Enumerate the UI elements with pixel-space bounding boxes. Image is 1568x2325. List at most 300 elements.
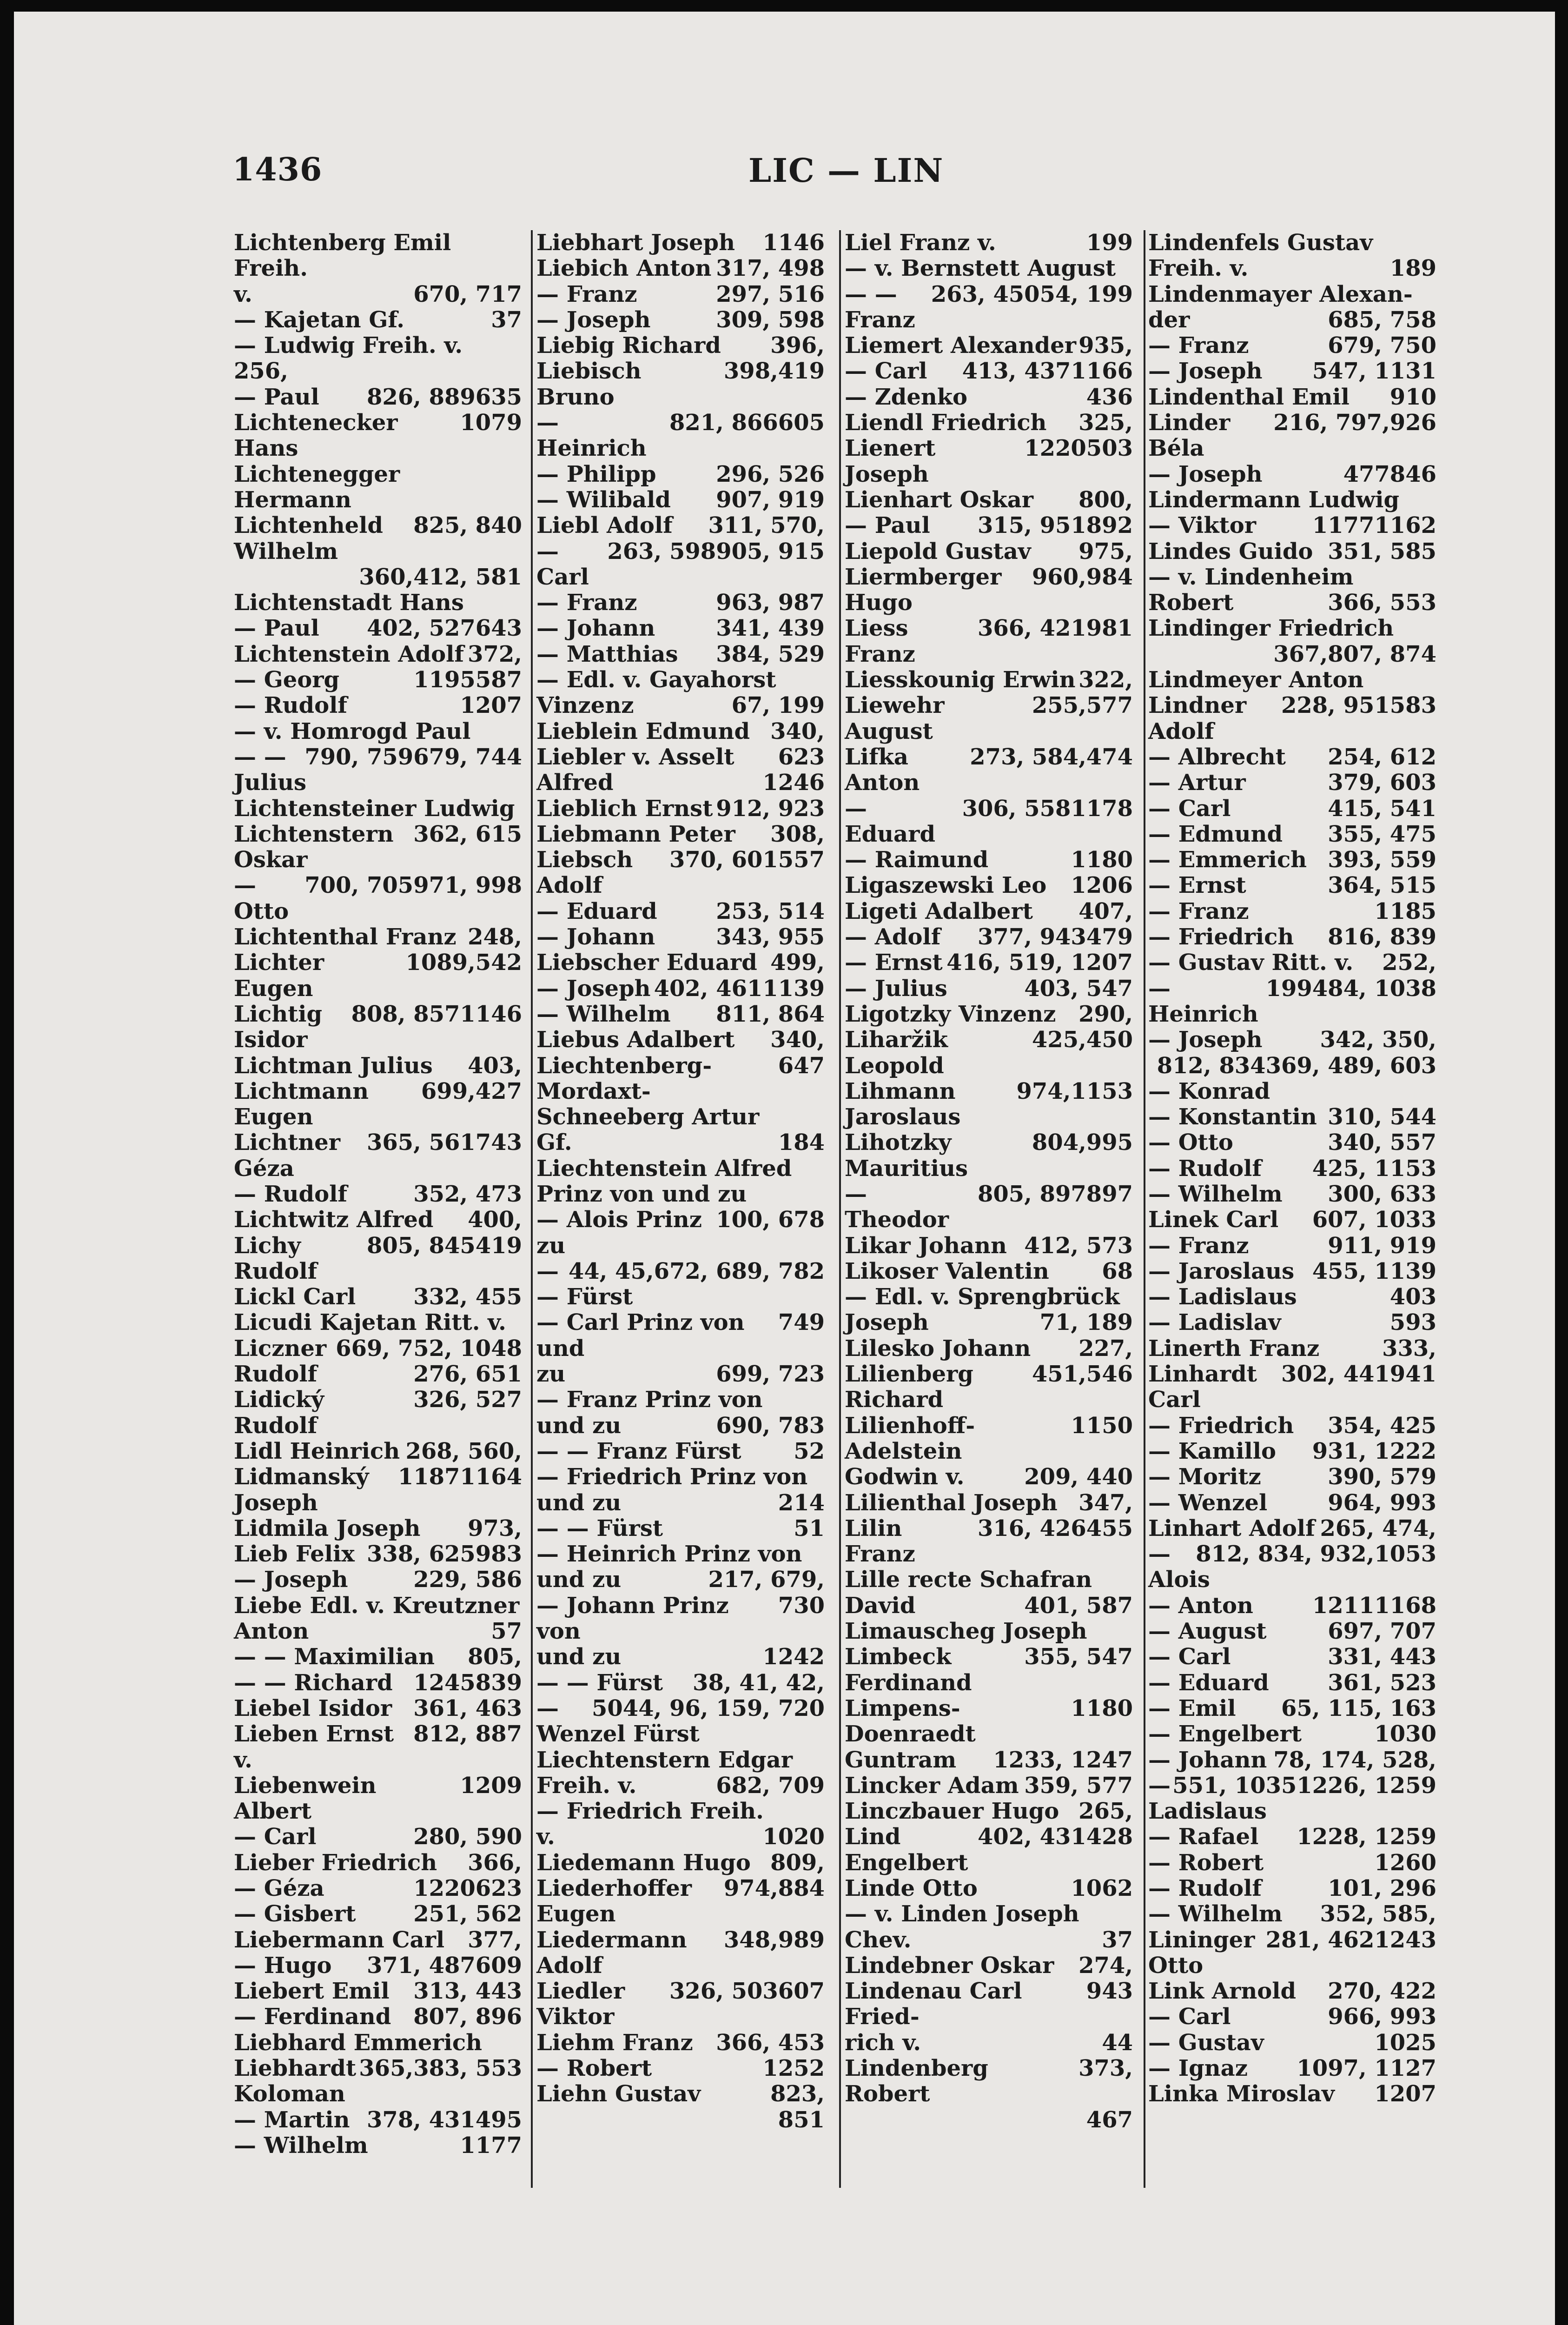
directory-entry: [234, 1696, 522, 1721]
entry-name: Liederhoffer Eugen: [536, 1875, 692, 1927]
entry-page-refs: 343, 955: [716, 924, 825, 950]
entry-page-refs: 273, 584,: [970, 744, 1086, 770]
entry-page-refs: 300, 633: [1328, 1181, 1436, 1207]
entry-page-refs: 302, 441: [1281, 1361, 1390, 1388]
entry-page-refs: 351, 585: [1328, 538, 1436, 565]
entry-page-refs: 1211: [1312, 1592, 1375, 1619]
entry-name: Lieben Ernst v.: [234, 1721, 394, 1773]
directory-entry: [1148, 1310, 1436, 1335]
entry-page-refs: 402, 431: [977, 1824, 1086, 1850]
directory-entry: [845, 1464, 1133, 1490]
entry-page-refs: 1233, 1247: [993, 1747, 1133, 1773]
entry-name: — Heinrich: [536, 410, 647, 462]
entry-page-refs: 800,: [1078, 486, 1133, 513]
entry-name: — Julius: [845, 975, 947, 1002]
entry-name: — — Richard: [234, 1669, 393, 1696]
entry-page-refs: 1097, 1127: [1297, 2055, 1436, 2082]
entry-page-refs: 1228, 1259: [1297, 1824, 1436, 1850]
entry-name: — Konrad: [1148, 1078, 1270, 1104]
directory-entry: [536, 1002, 825, 1027]
directory-entry: [234, 642, 522, 667]
entry-name: Lidický Rudolf: [234, 1387, 324, 1439]
entry-name: Lindebner Oskar: [845, 1952, 1054, 1979]
entry-page-refs: 503: [1086, 435, 1133, 462]
entry-page-refs: 342, 350,: [1320, 1027, 1436, 1053]
entry-page-refs: 1180: [1071, 1695, 1133, 1721]
entry-page-refs: 280, 590: [413, 1824, 522, 1850]
entry-page-refs: 65, 115, 163: [1281, 1695, 1436, 1721]
entry-name: — Zdenko: [845, 384, 968, 410]
entry-name: Lichtmann Eugen: [234, 1078, 369, 1130]
directory-entry: [1148, 1979, 1436, 2004]
entry-page-refs: 317, 498: [716, 255, 825, 282]
entry-name: Lilienthal Joseph: [845, 1489, 1058, 1516]
entry-name: Lininger Otto: [1148, 1926, 1255, 1979]
entry-page-refs: 366, 453: [716, 2029, 825, 2056]
entry-name: — Edmund: [1148, 821, 1283, 847]
entry-name: zu: [536, 1361, 566, 1388]
entry-page-refs: 402, 461: [654, 975, 763, 1002]
entry-name: Liewehr August: [845, 692, 945, 744]
entry-name: Lichtenstern Oskar: [234, 821, 394, 873]
entry-page-refs: 605: [778, 410, 825, 436]
entry-page-refs: 547, 1131: [1312, 358, 1436, 385]
entry-page-refs: 679, 750: [1328, 332, 1436, 359]
directory-page: [14, 12, 1555, 2325]
entry-page-refs: 199: [1265, 975, 1312, 1002]
entry-page-refs: 892: [1086, 512, 1133, 539]
entry-page-refs: 477: [1343, 461, 1390, 487]
entry-name: Joseph: [845, 1309, 929, 1336]
entry-page-refs: 370, 601: [669, 847, 778, 873]
directory-entry: [1148, 565, 1436, 590]
entry-name: Lindner Adolf: [1148, 692, 1247, 744]
entry-page-refs: 316, 426: [977, 1515, 1086, 1541]
entry-name: — Ladislav: [1148, 1309, 1281, 1336]
entry-name: — — Franz: [845, 281, 915, 333]
entry-name: v.: [234, 281, 252, 307]
directory-entry: [536, 796, 825, 822]
entry-name: Lindenau Carl Fried-: [845, 1978, 1022, 2030]
directory-entry: [845, 487, 1133, 513]
entry-page-refs: 1079: [460, 410, 522, 436]
directory-entry: [845, 1259, 1133, 1284]
entry-name: — Wilhelm: [234, 2132, 368, 2159]
entry-page-refs: 348,: [723, 1926, 778, 1953]
directory-entry: [1148, 1464, 1436, 1490]
entry-page-refs: 38, 41, 42,: [693, 1669, 825, 1696]
directory-entry: [845, 385, 1133, 410]
entry-page-refs: 365, 561: [366, 1129, 476, 1156]
entry-page-refs: 963, 987: [716, 590, 825, 616]
entry-page-refs: 51: [794, 1515, 825, 1541]
entry-name: — Rudolf: [1148, 1155, 1262, 1182]
entry-page-refs: 37: [1102, 1926, 1133, 1953]
entry-name: Lincker Adam: [845, 1772, 1019, 1799]
directory-entry: [536, 642, 825, 667]
entry-name: — Carl: [1148, 1644, 1231, 1670]
entry-name: — Ernst: [1148, 872, 1246, 899]
entry-name: — Heinrich Prinz von: [536, 1541, 802, 1568]
directory-entry: [234, 1619, 522, 1644]
entry-name: Lienhart Oskar: [845, 486, 1034, 513]
entry-page-refs: 1242: [762, 1644, 825, 1670]
entry-page-refs: 826, 889: [366, 384, 476, 410]
entry-page-refs: 252,: [1382, 950, 1436, 976]
entry-name: Lichtenheld Wilhelm: [234, 512, 383, 565]
entries-column-4: [1148, 230, 1436, 2107]
entry-name: Liechtenstein Alfred: [536, 1155, 792, 1182]
entry-page-refs: 189: [1389, 255, 1436, 282]
entry-name: Ligotzky Vinzenz: [845, 1001, 1056, 1027]
entry-page-refs: 964, 993: [1328, 1489, 1436, 1516]
entry-name: — Rudolf: [234, 1181, 347, 1207]
entry-page-refs: 347,: [1078, 1489, 1133, 1516]
entry-page-refs: 670, 717: [413, 281, 522, 307]
running-header: LIC — LIN: [748, 151, 944, 190]
entry-page-refs: 229, 586: [413, 1567, 522, 1593]
entry-name: Alfred: [536, 770, 614, 796]
directory-entry: [1148, 230, 1436, 256]
entry-name: Liebmann Peter: [536, 821, 735, 847]
directory-entry: [536, 1156, 825, 1182]
entry-page-refs: 499,: [770, 950, 825, 976]
entry-page-refs: 1195: [413, 667, 476, 693]
entry-page-refs: 812, 834: [1157, 1052, 1266, 1079]
entry-name: — — Fürst: [536, 1515, 663, 1541]
directory-entry: [234, 1721, 522, 1773]
entry-page-refs: 311, 570,: [708, 512, 825, 539]
directory-entry: [1148, 1259, 1436, 1284]
entry-name: Lichtner Géza: [234, 1129, 341, 1182]
entry-page-refs: 808, 857: [351, 1001, 460, 1027]
entry-name: — Wenzel Fürst: [536, 1695, 700, 1747]
entry-name: — Friedrich Prinz von: [536, 1464, 808, 1490]
entry-name: Liess Franz: [845, 615, 915, 667]
directory-entry: [234, 1824, 522, 1850]
entry-name: Ligeti Adalbert: [845, 898, 1033, 924]
directory-entry: [234, 307, 522, 333]
entry-page-refs: 912, 923: [716, 795, 825, 822]
entry-name: Liehn Gustav: [536, 2081, 701, 2107]
directory-entry: [536, 1464, 825, 1490]
entry-name: — Philipp: [536, 461, 656, 487]
entry-name: — Wenzel: [1148, 1489, 1268, 1516]
column-divider: [1144, 230, 1145, 2188]
directory-entry: [1148, 1747, 1436, 1773]
entry-name: Liesskounig Erwin: [845, 667, 1076, 693]
directory-entry: [1148, 1696, 1436, 1721]
entry-name: Lieber Friedrich: [234, 1849, 437, 1876]
entry-page-refs: 971, 998: [413, 872, 522, 899]
entry-page-refs: 331, 443: [1328, 1644, 1436, 1670]
entry-name: Liebe Edl. v. Kreutzner: [234, 1592, 520, 1619]
entry-name: — Edl. v. Sprengbrück: [845, 1284, 1120, 1310]
entry-name: Lindenmayer Alexan-: [1148, 281, 1413, 307]
directory-entry: [1148, 1336, 1436, 1362]
entry-name: Limpens-Doenraedt: [845, 1695, 976, 1747]
entry-name: Lichter Eugen: [234, 950, 324, 1002]
entry-name: Likoser Valentin: [845, 1258, 1049, 1284]
entry-name: Liebhard Emmerich: [234, 2029, 482, 2056]
entry-name: — v. Linden Joseph: [845, 1901, 1079, 1927]
entry-name: und zu: [536, 1567, 622, 1593]
entry-name: — Viktor: [1148, 512, 1257, 539]
entry-page-refs: 805,: [468, 1644, 522, 1670]
entry-name: Liendl Friedrich: [845, 410, 1047, 436]
directory-entry: [536, 1362, 825, 1387]
entry-name: Lichtenthal Franz: [234, 924, 457, 950]
entry-name: Lilienberg Richard: [845, 1361, 973, 1413]
entry-name: Liebscher Eduard: [536, 950, 757, 976]
entry-page-refs: 577: [1086, 692, 1133, 719]
entry-name: — Joseph: [536, 975, 651, 1002]
entry-page-refs: 355, 475: [1328, 821, 1436, 847]
directory-entry: [1148, 1104, 1436, 1130]
entry-page-refs: 428: [1086, 1824, 1133, 1850]
directory-entry: [234, 2030, 522, 2056]
entry-name: und zu: [536, 1644, 622, 1670]
directory-entry: [845, 1336, 1133, 1362]
directory-entry: [536, 1130, 825, 1156]
entry-page-refs: 1146: [460, 1001, 522, 1027]
entry-name: — Emil: [1148, 1695, 1236, 1721]
entry-page-refs: 398,: [723, 358, 778, 385]
entry-page-refs: 1146: [762, 230, 825, 256]
entry-name: — Franz: [1148, 1232, 1249, 1259]
directory-entry: [1148, 924, 1436, 950]
entry-page-refs: 911, 919: [1328, 1232, 1436, 1259]
entry-name: und zu: [536, 1489, 622, 1516]
entry-name: — Carl: [536, 538, 589, 590]
directory-entry: [536, 462, 825, 487]
directory-entry: [1148, 1490, 1436, 1516]
directory-entry: [1148, 873, 1436, 898]
entry-name: — Otto: [1148, 1129, 1233, 1156]
entry-page-refs: 1207: [1374, 2081, 1436, 2107]
entry-name: — Joseph: [1148, 461, 1263, 487]
column-divider: [531, 230, 533, 2188]
entry-page-refs: 412, 581: [413, 564, 522, 590]
entry-name: — Gustav: [1148, 2029, 1264, 2056]
entry-page-refs: 415, 541: [1328, 795, 1436, 822]
entry-name: — Anton: [1148, 1592, 1253, 1619]
directory-entry: [845, 1002, 1133, 1027]
entry-name: — Johann: [536, 924, 655, 950]
directory-entry: [1148, 899, 1436, 924]
entry-page-refs: 390, 579: [1328, 1464, 1436, 1490]
entry-name: Lichtenecker Hans: [234, 410, 398, 462]
entry-page-refs: 354, 425: [1328, 1412, 1436, 1439]
entry-name: Godwin v.: [845, 1464, 965, 1490]
entry-page-refs: 823,: [770, 2081, 825, 2107]
entry-page-refs: 907, 919: [716, 486, 825, 513]
entry-name: Lindenfels Gustav: [1148, 230, 1373, 256]
entry-name: — Georg: [234, 667, 340, 693]
entry-page-refs: 623: [778, 744, 825, 770]
directory-entry: [1148, 307, 1436, 333]
entry-name: — Artur: [1148, 770, 1246, 796]
directory-entry: [234, 719, 522, 744]
entry-name: — Jaroslaus: [1148, 1258, 1295, 1284]
directory-entry: [536, 1541, 825, 1567]
directory-entry: [536, 513, 825, 538]
entry-name: — Wilhelm: [1148, 1901, 1283, 1927]
entry-name: — Wilhelm: [536, 1001, 671, 1027]
directory-entry: [1148, 2004, 1436, 2030]
entry-name: — Friedrich: [1148, 924, 1294, 950]
entry-page-refs: 297, 516: [716, 281, 825, 307]
entry-name: — Heinrich: [1148, 975, 1258, 1027]
entry-page-refs: 332, 455: [413, 1284, 522, 1310]
entry-name: — Paul: [845, 512, 930, 539]
entry-page-refs: 811, 864: [716, 1001, 825, 1027]
entry-name: — Joseph: [536, 306, 651, 333]
entry-page-refs: 50: [591, 1695, 623, 1721]
entry-name: der: [1148, 306, 1190, 333]
entry-name: Likar Johann: [845, 1232, 1007, 1259]
entry-name: — Ernst: [845, 950, 943, 976]
directory-entry: [1148, 333, 1436, 359]
directory-entry: [536, 487, 825, 513]
entry-name: Link Arnold: [1148, 1978, 1297, 2005]
directory-entry: [536, 822, 825, 847]
entry-name: Lichtenstadt Hans: [234, 590, 464, 616]
entry-page-refs: 1246: [762, 770, 825, 796]
entry-page-refs: 44, 96, 159, 720: [622, 1695, 825, 1721]
entry-name: — Johann: [536, 615, 655, 642]
entry-name: — Paul: [234, 384, 319, 410]
entry-page-refs: 809,: [770, 1849, 825, 1876]
entry-name: — Albrecht: [1148, 744, 1286, 770]
directory-entry: [536, 1670, 825, 1696]
entry-page-refs: 821, 866: [669, 410, 778, 436]
entry-page-refs: 989: [778, 1926, 825, 1953]
directory-entry: [845, 2056, 1133, 2107]
entry-page-refs: 1030: [1374, 1721, 1436, 1747]
directory-entry: [536, 230, 825, 256]
entry-page-refs: 700, 705: [304, 872, 414, 899]
entry-name: Liedler Viktor: [536, 1978, 625, 2030]
directory-entry: [536, 1027, 825, 1053]
directory-entry: [845, 667, 1133, 693]
entry-name: und zu: [536, 1412, 622, 1439]
entry-page-refs: 943: [1086, 1978, 1133, 2005]
entry-name: Liebhardt Koloman: [234, 2055, 357, 2107]
entry-page-refs: 1166: [1071, 358, 1133, 385]
entry-page-refs: 984: [1086, 564, 1133, 590]
entry-name: — Matthias: [536, 641, 678, 667]
directory-entry: [1148, 590, 1436, 616]
entry-name: — Alois: [1148, 1541, 1210, 1593]
entry-name: — Raimund: [845, 847, 989, 873]
entry-name: Lilesko Johann: [845, 1335, 1031, 1362]
entry-name: — Carl: [234, 1824, 317, 1850]
entry-page-refs: 402, 527: [366, 615, 476, 642]
entry-name: Lichtenberg Emil Freih.: [234, 230, 451, 282]
directory-entry: [1148, 1876, 1436, 1901]
entry-page-refs: 369, 489, 603: [1265, 1052, 1436, 1079]
entry-page-refs: 366, 553: [1328, 590, 1436, 616]
entry-page-refs: 973,: [468, 1515, 522, 1541]
entry-page-refs: 263, 450: [931, 281, 1040, 307]
entry-page-refs: 546: [1086, 1361, 1133, 1388]
entry-page-refs: 44, 45,: [568, 1258, 654, 1284]
entry-page-refs: 846: [1389, 461, 1436, 487]
entry-page-refs: 54, 199: [1039, 281, 1133, 307]
entry-name: Lindes Guido: [1148, 538, 1313, 565]
directory-entry: [536, 770, 825, 796]
entry-page-refs: 78, 174, 528,: [1273, 1747, 1436, 1773]
directory-entry: [536, 950, 825, 976]
entry-page-refs: 407,: [1078, 898, 1133, 924]
entry-name: — Kamillo: [1148, 1438, 1277, 1464]
entry-name: Liehm Franz: [536, 2029, 693, 2056]
directory-entry: [845, 333, 1133, 359]
entry-page-refs: 730: [778, 1592, 825, 1619]
entry-page-refs: 403,: [468, 1052, 522, 1079]
directory-entry: [536, 590, 825, 616]
entry-page-refs: 254, 612: [1328, 744, 1436, 770]
directory-entry: [536, 667, 825, 693]
directory-entry: [234, 2133, 522, 2159]
entry-page-refs: 393, 559: [1328, 847, 1436, 873]
entry-page-refs: 199: [1086, 230, 1133, 256]
entry-page-refs: 364, 515: [1328, 872, 1436, 899]
entry-page-refs: 373,: [1078, 2055, 1133, 2082]
entry-page-refs: 436: [1086, 384, 1133, 410]
entry-page-refs: 1177: [460, 2132, 522, 2159]
entry-page-refs: 371, 487: [366, 1952, 476, 1979]
entry-name: — Carl: [845, 358, 927, 385]
entry-page-refs: 935,: [1078, 332, 1133, 359]
entry-page-refs: 926: [1389, 410, 1436, 436]
directory-entry: [1148, 770, 1436, 796]
entry-name: Liemert Alexander: [845, 332, 1077, 359]
directory-entry: [845, 1567, 1133, 1593]
directory-entry: [1148, 1439, 1436, 1464]
directory-entry: [845, 1901, 1133, 1927]
entry-page-refs: 450: [1086, 1027, 1133, 1053]
entry-page-refs: 1062: [1071, 1875, 1133, 1901]
entry-name: — Emmerich: [1148, 847, 1307, 873]
entry-page-refs: 467: [1086, 2106, 1133, 2133]
directory-entry: [1148, 2056, 1436, 2081]
entry-page-refs: 362, 615: [413, 821, 522, 847]
directory-entry: [1148, 1233, 1436, 1259]
entry-name: Liebich Anton: [536, 255, 712, 282]
entry-name: Liel Franz v.: [845, 230, 996, 256]
entry-page-refs: 217, 679,: [708, 1567, 825, 1593]
entry-page-refs: 355, 547: [1024, 1644, 1133, 1670]
directory-entry: [1148, 1413, 1436, 1439]
entry-page-refs: 268, 560,: [405, 1438, 522, 1464]
directory-entry: [234, 1979, 522, 2004]
entry-page-refs: 184: [778, 1129, 825, 1156]
entry-name: Lindenthal Emil: [1148, 384, 1350, 410]
entry-name: — v. Homrogd Paul: [234, 718, 471, 744]
entry-page-refs: 384, 529: [716, 641, 825, 667]
entry-page-refs: 352, 473: [413, 1181, 522, 1207]
entry-name: — Gisbert: [234, 1901, 356, 1927]
entry-name: — Otto: [234, 872, 289, 924]
entry-page-refs: 623: [475, 1875, 522, 1901]
directory-entry: [1148, 822, 1436, 847]
entry-name: — Rudolf: [1148, 1875, 1262, 1901]
entry-page-refs: 326, 503: [669, 1978, 778, 2005]
entry-page-refs: 807, 896: [413, 2004, 522, 2030]
directory-entry: [1148, 1207, 1436, 1233]
